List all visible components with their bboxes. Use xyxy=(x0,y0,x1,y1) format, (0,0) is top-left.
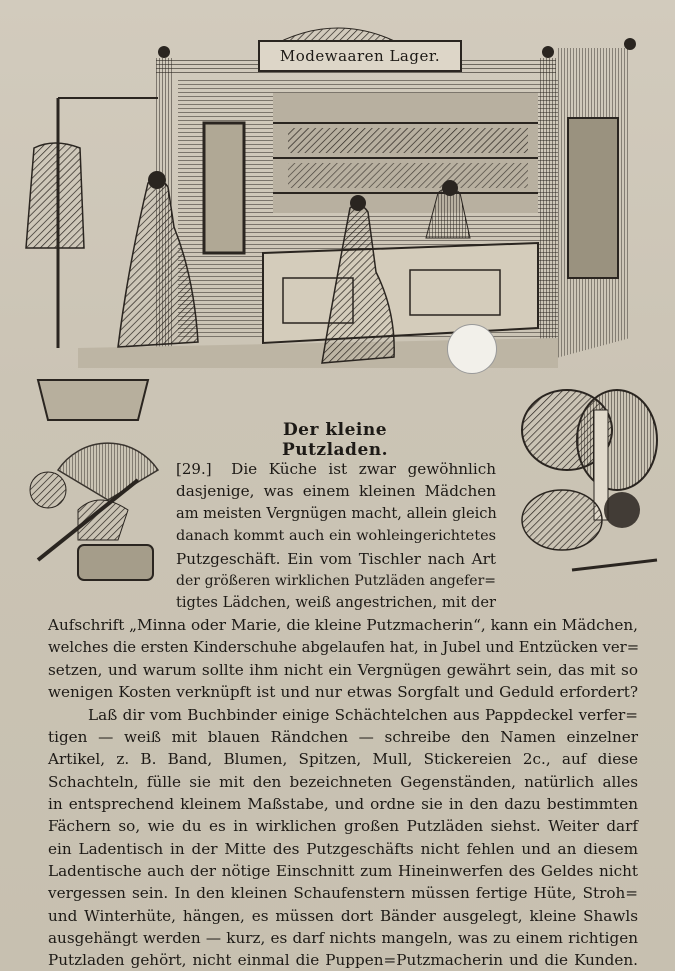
paragraph-number: [29.] xyxy=(176,460,212,478)
text-line-14: Schachteln, fülle sie mit den bezeichneten Gegenständen, natürlich alles xyxy=(48,773,638,791)
text-line-9: setzen, und warum sollte ihm nicht ein Vergnügen gewährt sein, das mit so xyxy=(48,661,638,679)
text-line-8: welches die ersten Kinderschuhe abgelaufen hat, in Jubel und Entzücken ver= xyxy=(48,639,640,656)
fan-parasol-vignette xyxy=(18,360,168,590)
text-line-2: am meisten Vergnügen macht, allein gleich xyxy=(176,505,497,522)
text-line-16: Fächern so, wie du es in wirklichen großen Putzläden siehst. Weiter darf xyxy=(48,817,638,835)
text-line-20: und Winterhüte, hängen, es müssen dort Bänder ausgelegt, kleine Shawls xyxy=(48,907,638,925)
text-line-10: wenigen Kosten verknüpft ist und nur etwas Sorgfalt und Geduld erfordert? xyxy=(48,683,638,701)
text-line-6: tigtes Lädchen, weiß angestrichen, mit der xyxy=(176,594,496,611)
text-line-3: danach kommt auch ein wohleingerichtetes xyxy=(176,528,496,544)
text-line-5: der größeren wirklichen Putzläden angefer= xyxy=(176,573,496,589)
text-line-21: ausgehängt werden — kurz, es darf nichts mangeln, was zu einem richtigen xyxy=(48,929,638,947)
text-line-0: Die Küche ist zwar gewöhnlich xyxy=(231,460,497,478)
library-stamp xyxy=(447,324,497,374)
text-line-22: Putzladen gehört, nicht einmal die Puppen=Putzmacherin und die Kunden. xyxy=(48,951,638,969)
text-line-12: tigen — weiß mit blauen Rändchen — schreibe den Namen einzelner xyxy=(48,728,638,746)
text-line xyxy=(176,458,496,480)
section-title: Der kleine Putzladen. xyxy=(281,420,389,460)
text-line-17: ein Ladentisch in der Mitte des Putzgeschäfts nicht fehlen und an diesem xyxy=(48,840,638,858)
text-line-11: Laß dir vom Buchbinder einige Schächtelchen aus Pappdeckel verfer= xyxy=(88,706,638,724)
text-line-4: Putzgeschäft. Ein vom Tischler nach Art xyxy=(176,550,496,568)
text-line-19: vergessen sein. In den kleinen Schaufenstern müssen fertige Hüte, Stroh= xyxy=(48,884,638,902)
text-line-13: Artikel, z. B. Band, Blumen, Spitzen, Mull, Stickereien 2c., auf diese xyxy=(48,750,638,768)
text-line-1: dasjenige, was einem kleinen Mädchen xyxy=(176,482,496,500)
shop-sign: Modewaaren Lager. xyxy=(258,40,462,72)
hats-vignette xyxy=(512,370,662,585)
text-line-15: in entsprechend kleinem Maßstabe, und ordne sie in den dazu bestimmten xyxy=(48,795,638,813)
text-line-7: Aufschrift „Minna oder Marie, die kleine Putzmacherin“, kann ein Mädchen, xyxy=(48,616,638,634)
text-line-18: Ladentische auch der nötige Einschnitt zum Hineinwerfen des Geldes nicht xyxy=(48,862,638,880)
